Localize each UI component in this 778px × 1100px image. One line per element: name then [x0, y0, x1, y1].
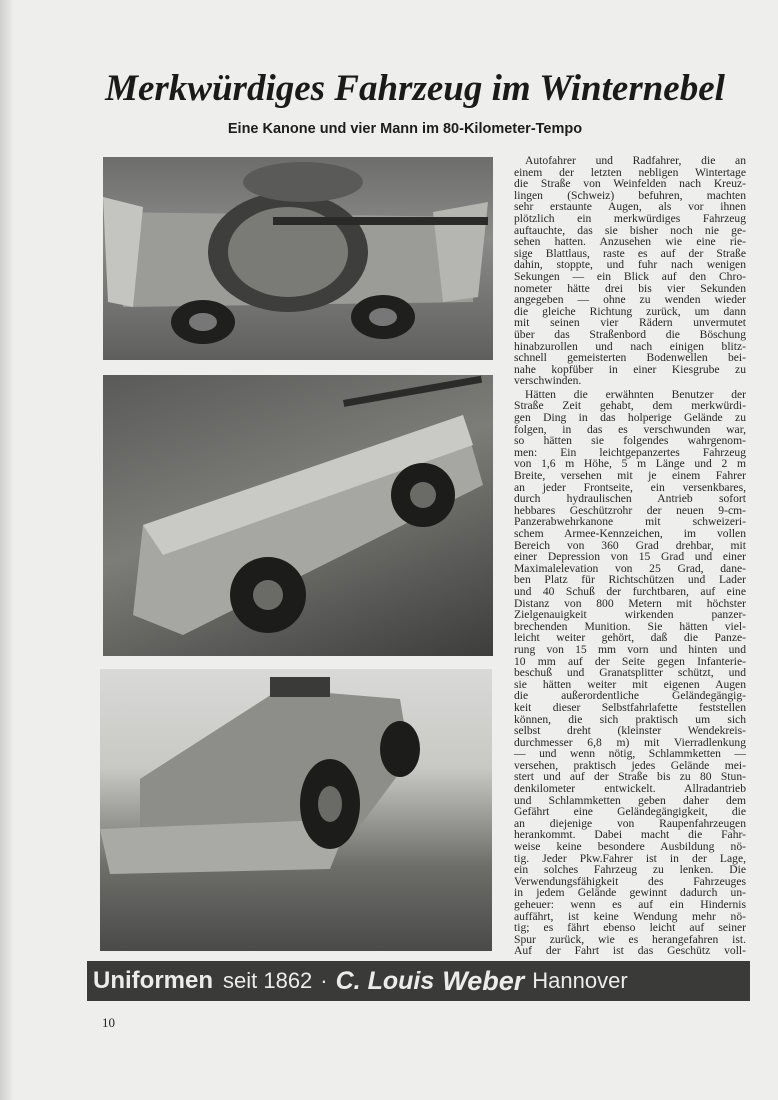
text-line: folgen, in das es verschwunden war,	[514, 422, 746, 436]
text-line: Straße Zeit gehabt, dem merkwürdi-	[514, 399, 746, 413]
text-line: durch hydraulischen Antrieb sofort	[514, 492, 746, 506]
text-line: 10 mm auf der Seite gegen Infanterie-	[514, 654, 746, 668]
text-line: men: Ein leichtgepanzertes Fahrzeug	[514, 445, 746, 459]
text-line: denkilometer entwickelt. Allradantrieb	[514, 782, 746, 796]
article-body	[514, 155, 746, 959]
text-line: lingen (Schweiz) befuhren, machten	[514, 188, 746, 202]
article-paragraph	[514, 155, 746, 387]
text-line: nometer hätte drei bis vier Sekunden	[514, 281, 746, 295]
text-line: Autofahrer und Radfahrer, die an	[525, 154, 746, 167]
ad-separator: ·	[320, 968, 328, 993]
text-line: Verwendungsfähigkeit des Fahrzeuges	[514, 874, 746, 888]
article-paragraph	[514, 389, 746, 957]
text-line: beschuß und Granatsplitter schützt, und	[514, 666, 746, 680]
text-line: schem Armee-Kennzeichen, im vollen	[514, 527, 746, 540]
text-line: auffährt, ist keine Wendung mehr nö-	[514, 909, 746, 923]
text-line: plötzlich ein merkwürdiges Fahrzeug	[514, 211, 746, 225]
text-line: Panzerabwehrkanone mit schweizeri-	[514, 515, 746, 529]
text-line: schnell gemeisterten Bodenwellen bei-	[514, 351, 746, 365]
article-title: Merkwürdiges Fahrzeug im Winternebel	[105, 68, 725, 109]
text-line: leicht weiter gehört, daß die Panze-	[514, 631, 746, 645]
text-line: Spur zurück, wie es herangefahren ist.	[514, 932, 746, 946]
ad-city: Hannover	[532, 968, 628, 993]
text-line: die Straße von Weinfelden nach Kreuz-	[514, 177, 746, 191]
text-line: Sekungen — ein Blick auf den Chro-	[514, 269, 746, 283]
text-line: Gefährt eine Geländegängigkeit, die	[514, 805, 746, 819]
text-line: tig; es fährt ebenso leicht auf seiner	[514, 921, 746, 935]
text-line: Breite, versehen mit je einem Fahrer	[514, 469, 746, 483]
text-line: in jedem Gelände gewinnt dadurch un-	[514, 886, 746, 900]
text-line: hebbares Geschützrohr der neuen 9-cm-	[514, 503, 746, 517]
text-line: verschwinden.	[514, 374, 582, 388]
ad-brand-surname: Weber	[442, 965, 525, 996]
ad-uniformen: Uniformen	[93, 967, 213, 994]
text-line: weise keine besondere Ausbildung nö-	[514, 840, 746, 854]
text-line: Hätten die erwähnten Benutzer der	[525, 387, 746, 401]
text-line: durchmesser 6,8 m) mit Vierradlenkung	[514, 735, 746, 749]
text-line: an jeder Frontseite, ein versenkbares,	[514, 480, 746, 494]
text-line: über das Straßenbord die Böschung	[514, 327, 746, 341]
text-line: brechenden Munition. Sie hätten viel-	[514, 619, 746, 633]
text-line: einer Depression von 15 Grad und einer	[514, 550, 746, 564]
text-line: sige Blattlaus, raste es auf der Straße	[514, 246, 746, 260]
text-line: können, die sich praktisch um sich	[514, 712, 746, 726]
advertisement-banner	[87, 961, 750, 1001]
text-line: stert und auf der Straße bis zu 80 Stun-	[514, 770, 746, 784]
text-line: von 1,6 m Höhe, 5 m Länge und 2 m	[514, 457, 746, 471]
article-subtitle: Eine Kanone und vier Mann im 80-Kilometer-Tempo	[227, 121, 583, 137]
text-line: nahe kopfüber in einer Kiesgrube zu	[514, 362, 746, 376]
text-line: Maximalelevation von 25 Grad, dane-	[514, 561, 746, 575]
page-binding-shadow	[0, 0, 14, 1100]
photo-vehicle-front-view	[100, 669, 492, 951]
text-line: sehr erstaunte Augen, als vor ihnen	[514, 200, 746, 214]
text-line: mit seinen vier Rädern unvermutet	[514, 316, 746, 330]
text-line: ben Platz für Richtschützen und Lader	[514, 573, 746, 587]
ad-brand-name: C. Louis	[335, 966, 435, 995]
text-line: einem der letzten nebligen Wintertage	[514, 165, 746, 179]
text-line: herankommt. Dabei macht die Fahr-	[514, 828, 746, 842]
text-line: hinabzurollen und nach einigen blitz-	[514, 339, 746, 353]
text-line: tig. Jeder Pkw.Fahrer ist in der Lage,	[514, 851, 746, 865]
ad-since: seit 1862	[223, 968, 313, 993]
text-line: — und wenn nötig, Schlammketten —	[514, 747, 746, 761]
text-line: und 40 Schuß der furchtbaren, auf eine	[514, 584, 746, 598]
text-line: so hätten sie folgendes wahrgenom-	[514, 434, 746, 448]
text-line: versehen, praktisch jedes Gelände mei-	[514, 758, 746, 772]
text-line: Auf der Fahrt ist das Geschütz voll-	[514, 944, 746, 958]
text-line: sehen hatten. Anzusehen wie eine rie-	[514, 235, 746, 249]
page-number: 10	[102, 1015, 115, 1030]
text-line: an diejenige von Raupenfahrzeugen	[514, 816, 746, 830]
text-line: Distanz von 800 Metern mit höchster	[514, 596, 746, 610]
text-line: dahin, stoppte, und fuhr nach wenigen	[514, 258, 746, 272]
text-line: angegeben — ohne zu wenden wieder	[514, 293, 746, 307]
text-line: geheuer: wenn es auf ein Hindernis	[514, 898, 746, 911]
text-line: sie hätten weiter mit eigenen Augen	[514, 677, 746, 691]
text-line: keit dieser Selbstfahrlafette feststellen	[514, 700, 746, 714]
photo-vehicle-top-view	[103, 157, 493, 360]
text-line: ein solches Fahrzeug zu lenken. Die	[514, 863, 746, 877]
text-line: die außerordentliche Geländegängig-	[514, 689, 746, 703]
text-line: die gleiche Richtung zurück, um dann	[514, 304, 746, 318]
text-line: Bereich von 360 Grad drehbar, mit	[514, 538, 746, 552]
text-line: selbst dreht (kleinster Wendekreis-	[514, 724, 746, 738]
text-line: Zielgenauigkeit wirkenden panzer-	[514, 608, 746, 622]
text-line: gen Ding in das holperige Gelände zu	[514, 411, 746, 425]
text-line: und Schlammketten geben daher dem	[514, 793, 746, 807]
text-line: rung von 15 mm vorn und hinten und	[514, 642, 746, 656]
text-line: auftauchte, das sie bisher noch nie ge-	[514, 223, 746, 237]
photo-vehicle-on-slope	[103, 375, 493, 656]
